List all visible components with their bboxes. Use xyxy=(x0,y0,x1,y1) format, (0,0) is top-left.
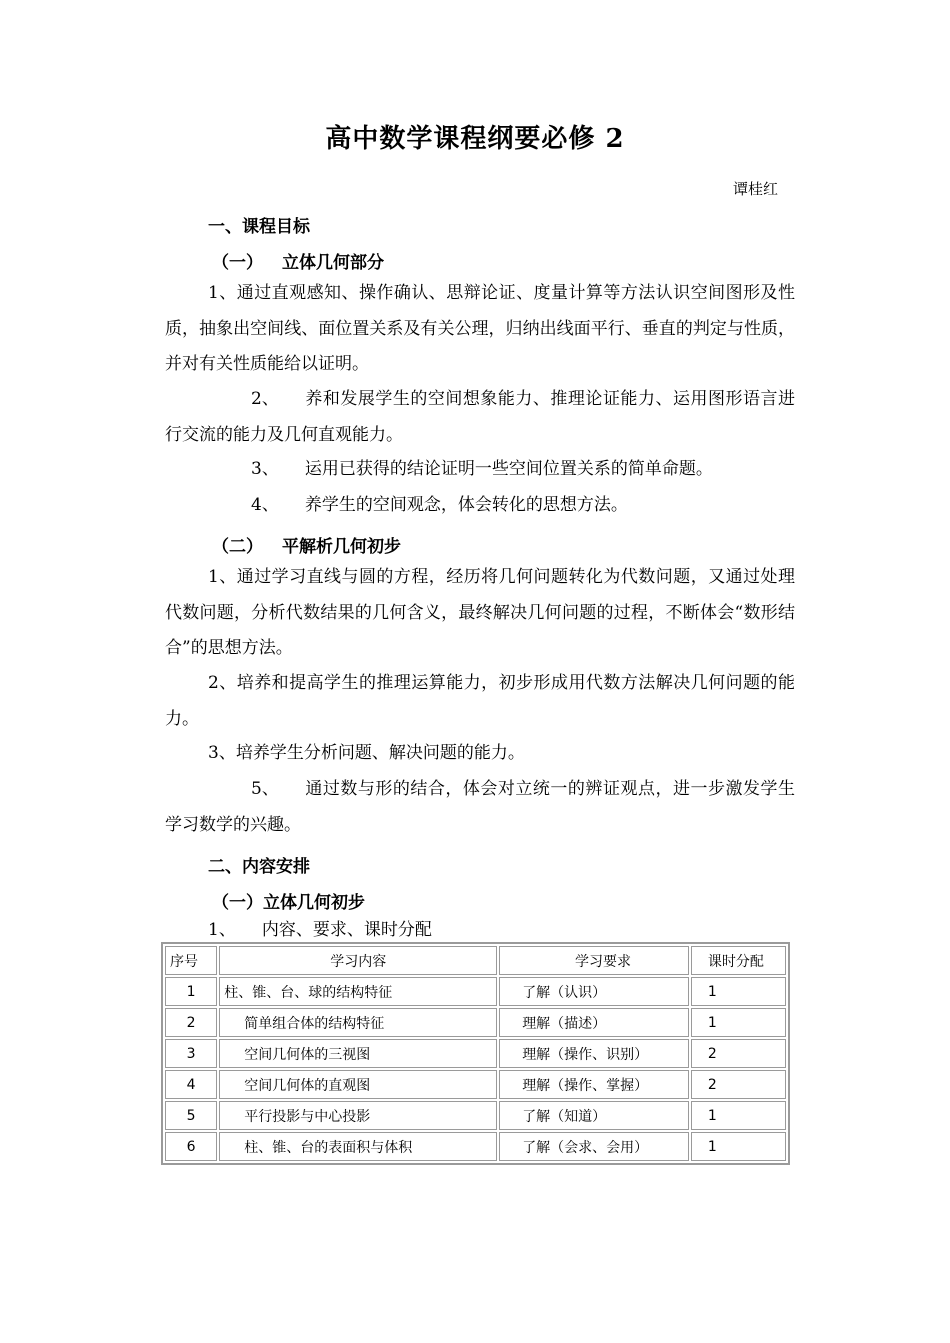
cell-seq: 1 xyxy=(165,977,217,1006)
document-title: 高中数学课程纲要必修 2 xyxy=(325,124,625,154)
cell-requirement: 了解（认识） xyxy=(499,977,689,1006)
paragraph-analytic-1: 1、通过学习直线与圆的方程，经历将几何问题转化为代数问题，又通过处理代数问题，分析代数结果的几何含义，最终解决几何问题的过程，不断体会“数形结合”的思想方法。 xyxy=(165,567,795,658)
cell-seq: 5 xyxy=(165,1101,217,1130)
content-table xyxy=(161,942,790,1165)
section-heading-content: 二、内容安排 xyxy=(208,857,310,877)
cell-content: 空间几何体的三视图 xyxy=(219,1039,497,1068)
table-row xyxy=(165,977,786,1006)
paragraph-goal-3 xyxy=(165,452,795,488)
author-name: 谭桂红 xyxy=(732,180,778,198)
paragraph-analytic-2: 2、培养和提高学生的推理运算能力，初步形成用代数方法解决几何问题的能力。 xyxy=(165,673,795,729)
paragraph-analytic-3: 3、培养学生分析问题、解决问题的能力。 xyxy=(208,743,525,763)
cell-hours: 2 xyxy=(691,1070,786,1099)
subsection-number: （一） xyxy=(212,253,263,273)
cell-seq: 6 xyxy=(165,1132,217,1161)
subsection-heading-solid-geometry-intro: （一）立体几何初步 xyxy=(212,893,365,913)
item-text: 养和发展学生的空间想象能力、推理论证能力、运用图形语言进行交流的能力及几何直观能力。 xyxy=(165,389,795,445)
header-requirement: 学习要求 xyxy=(499,946,689,975)
cell-hours: 1 xyxy=(691,1008,786,1037)
item-number: 5、 xyxy=(251,779,279,799)
cell-requirement: 理解（操作、识别） xyxy=(499,1039,689,1068)
item-number: 3、 xyxy=(251,459,279,479)
cell-requirement: 理解（操作、掌握） xyxy=(499,1070,689,1099)
cell-seq: 4 xyxy=(165,1070,217,1099)
cell-hours: 1 xyxy=(691,977,786,1006)
subsection-label: 立体几何部分 xyxy=(282,253,384,273)
cell-seq: 3 xyxy=(165,1039,217,1068)
table-header-row xyxy=(165,946,786,975)
table-row xyxy=(165,1070,786,1099)
paragraph-goal-1: 1、通过直观感知、操作确认、思辩论证、度量计算等方法认识空间图形及性质，抽象出空间线、面位置关系及有关公理，归纳出线面平行、垂直的判定与性质，并对有关性质能给以证明。 xyxy=(165,283,795,374)
paragraph-analytic-5 xyxy=(165,772,795,843)
subsection-heading-analytic-geometry xyxy=(212,532,401,557)
paragraph-goal-2 xyxy=(165,382,795,453)
table-row xyxy=(165,1101,786,1130)
section-heading-goals: 一、课程目标 xyxy=(208,217,310,237)
cell-content: 简单组合体的结构特征 xyxy=(219,1008,497,1037)
cell-requirement: 了解（知道） xyxy=(499,1101,689,1130)
subsection-heading-solid-geometry xyxy=(212,248,384,273)
item-text: 运用已获得的结论证明一些空间位置关系的简单命题。 xyxy=(304,459,713,479)
item-text: 通过数与形的结合，体会对立统一的辨证观点，进一步激发学生学习数学的兴趣。 xyxy=(165,779,795,835)
item-number: 4、 xyxy=(251,495,279,515)
cell-hours: 1 xyxy=(691,1101,786,1130)
header-content: 学习内容 xyxy=(219,946,497,975)
table-row xyxy=(165,1132,786,1161)
cell-content: 平行投影与中心投影 xyxy=(219,1101,497,1130)
cell-content: 柱、锥、台的表面积与体积 xyxy=(219,1132,497,1161)
cell-requirement: 理解（描述） xyxy=(499,1008,689,1037)
paragraph-goal-4 xyxy=(165,488,795,524)
item-number: 2、 xyxy=(251,389,279,409)
subsection-label: 平解析几何初步 xyxy=(282,537,401,557)
cell-content: 空间几何体的直观图 xyxy=(219,1070,497,1099)
table-row xyxy=(165,1039,786,1068)
subsection-number: （二） xyxy=(212,537,263,557)
cell-content: 柱、锥、台、球的结构特征 xyxy=(219,977,497,1006)
header-seq: 序号 xyxy=(165,946,217,975)
cell-requirement: 了解（会求、会用） xyxy=(499,1132,689,1161)
cell-seq: 2 xyxy=(165,1008,217,1037)
cell-hours: 1 xyxy=(691,1132,786,1161)
item-number: 1、 xyxy=(208,920,236,940)
item-text: 养学生的空间观念，体会转化的思想方法。 xyxy=(304,495,628,515)
item-text: 内容、要求、课时分配 xyxy=(261,920,432,940)
cell-hours: 2 xyxy=(691,1039,786,1068)
table-row xyxy=(165,1008,786,1037)
header-hours: 课时分配 xyxy=(691,946,786,975)
